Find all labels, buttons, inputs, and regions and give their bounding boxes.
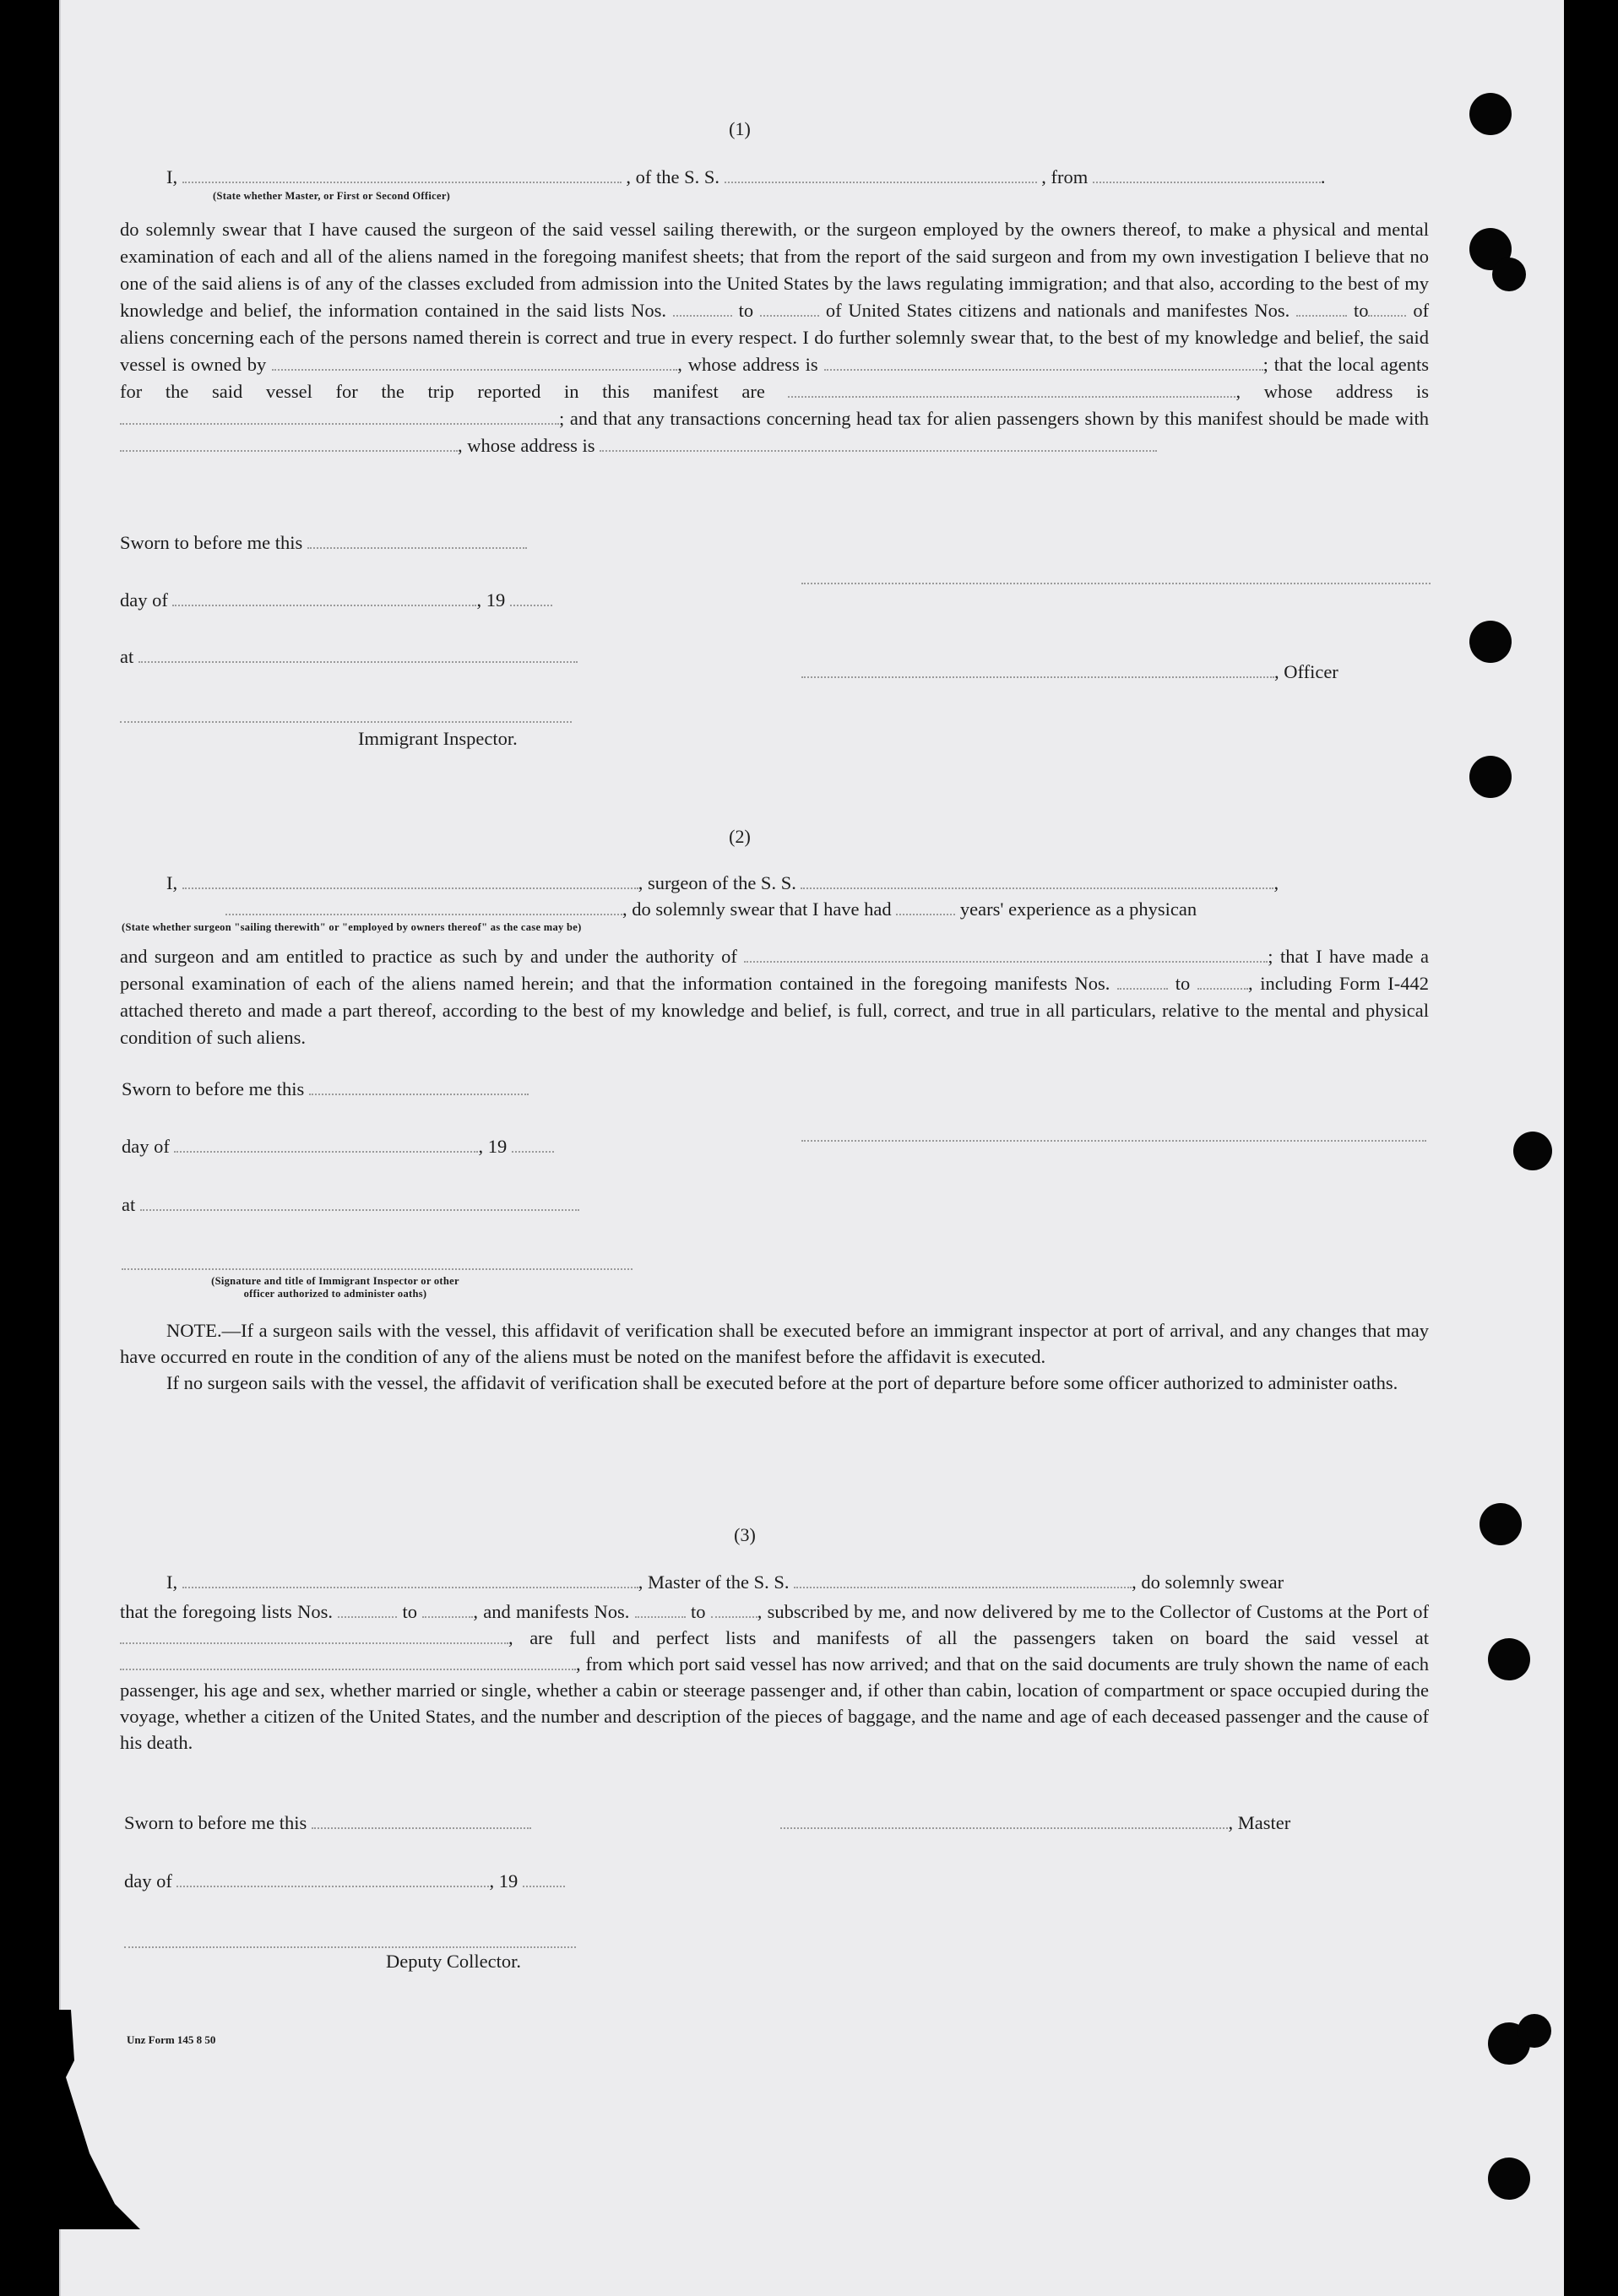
- deputy-collector-label: Deputy Collector.: [386, 1951, 521, 1972]
- surgeon-sworn-day-field[interactable]: [309, 1078, 529, 1095]
- section-1-sworn: Sworn to before me this: [120, 532, 527, 554]
- section-2-note: (State whether surgeon "sailing therewith" or "employed by owners thereof" as the case may be): [122, 921, 582, 933]
- section-2-line2: , do solemnly swear that I have had years' experience as a physican: [225, 898, 1433, 920]
- punch-hole: [1513, 1132, 1552, 1170]
- section-2-day: day of , 19: [122, 1136, 554, 1158]
- surgeon-signature-line[interactable]: [801, 1138, 1426, 1142]
- citizen-list-from-field[interactable]: [673, 300, 732, 317]
- section-2-number: (2): [729, 826, 751, 847]
- punch-hole: [1469, 756, 1512, 798]
- section-1-line1: I, , of the S. S. , from .: [166, 166, 1326, 187]
- day-of-field[interactable]: [172, 589, 476, 606]
- years-experience-field[interactable]: [896, 898, 955, 915]
- inspector-2-signature-line[interactable]: [122, 1267, 633, 1270]
- port-field[interactable]: [120, 1627, 508, 1644]
- surgeon-vessel-field[interactable]: [801, 872, 1273, 889]
- punch-hole: [1518, 2014, 1551, 2048]
- taken-at-field[interactable]: [120, 1653, 576, 1670]
- head-tax-contact-field[interactable]: [120, 435, 458, 452]
- section-2-sworn: Sworn to before me this: [122, 1078, 529, 1100]
- section-3-sworn: Sworn to before me this , Master: [124, 1812, 1291, 1833]
- manifest-from-field[interactable]: [1296, 300, 1347, 317]
- master-3-sworn-day-field[interactable]: [312, 1812, 531, 1829]
- section-3-line1: I, , Master of the S. S. , do solemnly swear: [166, 1571, 1284, 1593]
- master-3-signature-field[interactable]: [780, 1812, 1228, 1829]
- authority-field[interactable]: [744, 946, 1268, 963]
- section-3-day: day of , 19: [124, 1870, 565, 1892]
- master-3-name-field[interactable]: [182, 1571, 638, 1588]
- section-1-note: (State whether Master, or First or Second Officer): [213, 190, 451, 202]
- form-page: [59, 0, 1564, 2296]
- section-2-line1: I, , surgeon of the S. S. ,: [166, 872, 1279, 893]
- signature-note: (Signature and title of Immigrant Inspector or other officer authorized to administer oaths): [211, 1275, 459, 1300]
- punch-hole: [1469, 621, 1512, 663]
- torn-corner: [56, 2010, 149, 2229]
- agents-address-field[interactable]: [120, 408, 559, 425]
- lists-to-field[interactable]: [422, 1601, 473, 1618]
- punch-hole: [1480, 1503, 1522, 1545]
- owner-field[interactable]: [272, 354, 677, 371]
- agents-field[interactable]: [788, 381, 1235, 398]
- officer-signature-line[interactable]: [801, 581, 1431, 584]
- manifest-to-field[interactable]: [1368, 300, 1406, 317]
- section-1-officer: , Officer: [801, 661, 1338, 683]
- surgeon-year-field[interactable]: [512, 1136, 554, 1153]
- deputy-signature-line[interactable]: [124, 1945, 576, 1948]
- from-port-field[interactable]: [1093, 166, 1321, 183]
- section-2-body: and surgeon and am entitled to practice as such by and under the authority of ; that I have made a personal examination of each of the aliens named herein; and that the information contained in the foregoing manifests Nos. to , including Form I-442 attached thereto and made a part thereof, according to the best of my knowledge and belief, is full, correct, and true in all particulars, relative to the mental and physical condition of such aliens.: [120, 946, 1430, 1048]
- year-field[interactable]: [510, 589, 552, 606]
- surgeon-day-of-field[interactable]: [174, 1136, 478, 1153]
- master-3-vessel-field[interactable]: [794, 1571, 1132, 1588]
- surgeon-manifest-to-field[interactable]: [1197, 973, 1248, 990]
- immigrant-inspector-label: Immigrant Inspector.: [358, 728, 518, 749]
- inspector-signature-line[interactable]: [120, 719, 572, 723]
- head-tax-address-field[interactable]: [600, 435, 1157, 452]
- master-3-day-of-field[interactable]: [176, 1870, 489, 1887]
- section-1-day: day of , 19: [120, 589, 552, 611]
- section-1-body: do solemnly swear that I have caused the surgeon of the said vessel sailing therewith, or the surgeon employed by the owners thereof, to make a physical and mental examination of each and all of the aliens named in the foregoing manifest sheets; that from the report of the said surgeon and from my own investigation I believe that no one of the said aliens is of any of the classes excluded from admission into the United States by the laws regulating immigration; and that also, according to the best of my knowledge and belief, the information contained in the said lists Nos. to of United States citizens and nationals and manifestes Nos. to of aliens concerning each of the persons named therein is correct and true in every respect. I do further solemnly swear that, to the best of my knowledge and belief, the said vessel is owned by , whose address is ; that the local agents for the said vessel for the trip reported in this manifest are , whose address is ; and that any transactions concerning head tax for alien passengers shown by this manifest should be made with , whose address is: [120, 219, 1430, 456]
- vessel-name-field[interactable]: [725, 166, 1037, 183]
- punch-hole: [1488, 1638, 1530, 1680]
- section-2-notes: NOTE.—If a surgeon sails with the vessel, this affidavit of verification shall be executed before an immigrant inspector at port of arrival, and any changes that may have occurred en route in the condition of any of the aliens must be noted on the manifest before the affidavit is executed. If no surgeon sails with the vessel, the affidavit of verification shall be executed before at the port of departure before some officer authorized to administer oaths.: [120, 1320, 1429, 1393]
- section-1-at: at: [120, 646, 578, 668]
- punch-hole: [1492, 258, 1526, 291]
- owner-address-field[interactable]: [824, 354, 1263, 371]
- sworn-day-field[interactable]: [307, 532, 527, 549]
- lists-from-field[interactable]: [338, 1601, 397, 1618]
- surgeon-status-field[interactable]: [225, 898, 622, 915]
- manifests-3-to-field[interactable]: [711, 1601, 757, 1618]
- section-3-body: that the foregoing lists Nos. to , and manifests Nos. to , subscribed by me, and now delivered by me to the Collector of Customs at the Port of , are full and perfect lists and manifests of all the passengers taken on board the said vessel at , from which port said vessel has now arrived; and that on the said documents are truly shown the name of each passenger, his age and sex, whether married or single, whether a cabin or steerage passenger and, if other than cabin, location of compartment or space occupied during the voyage, whether a citizen of the United States, and the number and description of the pieces of baggage, and the name and age of each deceased passenger and the cause of his death.: [120, 1601, 1430, 1753]
- citizen-list-to-field[interactable]: [760, 300, 819, 317]
- punch-hole: [1488, 2158, 1530, 2200]
- master-3-year-field[interactable]: [523, 1870, 565, 1887]
- section-2-at: at: [122, 1194, 579, 1216]
- officer-title-field[interactable]: [801, 661, 1274, 678]
- section-1-number: (1): [729, 118, 751, 139]
- surgeon-name-field[interactable]: [182, 872, 638, 889]
- form-number: Unz Form 145 8 50: [127, 2033, 216, 2046]
- manifests-3-from-field[interactable]: [635, 1601, 686, 1618]
- punch-hole: [1469, 93, 1512, 135]
- surgeon-manifest-from-field[interactable]: [1117, 973, 1168, 990]
- section-3-number: (3): [734, 1524, 756, 1545]
- surgeon-at-field[interactable]: [140, 1194, 579, 1211]
- at-place-field[interactable]: [138, 646, 578, 663]
- master-name-field[interactable]: [182, 166, 622, 183]
